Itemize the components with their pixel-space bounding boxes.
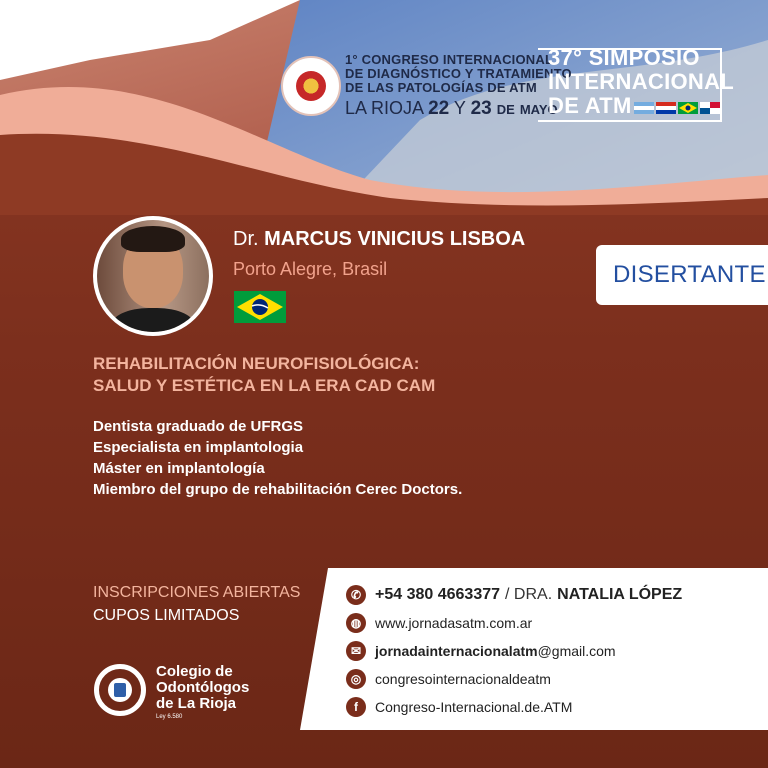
country-flags-icon	[634, 102, 720, 114]
instagram-handle[interactable]: congresointernacionaldeatm	[375, 671, 551, 687]
speaker-city: Porto Alegre, Brasil	[233, 259, 388, 279]
colegio-logo-icon	[94, 664, 146, 716]
disertante-label: DISERTANTE	[613, 261, 766, 288]
globe-icon: ◍	[346, 613, 366, 633]
contact-email-row[interactable]	[346, 637, 682, 665]
facebook-page[interactable]: Congreso-Internacional.de.ATM	[375, 699, 573, 715]
bio-line: Dentista graduado de UFRGS	[93, 418, 304, 435]
topic-title: REHABILITACIÓN NEUROFISIOLÓGICA: SALUD Y ESTÉTICA EN LA ERA CAD CAM	[93, 354, 436, 395]
contact-instagram-row[interactable]	[346, 665, 682, 693]
registration-open: INSCRIPCIONES ABIERTAS	[93, 584, 301, 601]
speaker-photo	[97, 220, 209, 332]
email-user[interactable]: jornadainternacionalatm	[375, 643, 538, 659]
brazil-flag-icon	[234, 291, 286, 323]
congreso-line2: DE DIAGNÓSTICO Y TRATAMIENTO	[345, 66, 572, 81]
contact-name: NATALIA LÓPEZ	[557, 586, 683, 603]
congreso-logo-icon	[281, 56, 341, 116]
contact-phone-row[interactable]: ✆ +54 380 4663377 / DRA. NATALIA LÓPEZ	[346, 581, 682, 609]
instagram-icon: ◎	[346, 669, 366, 689]
contact-web-row[interactable]	[346, 609, 682, 637]
bio-line: Especialista en implantologia	[93, 439, 304, 456]
contact-list	[346, 581, 682, 721]
whatsapp-icon: ✆	[346, 585, 366, 605]
simposio-title: 37° SIMPOSIO INTERNACIONAL DE ATM	[548, 45, 735, 118]
contact-phone[interactable]: +54 380 4663377	[375, 586, 501, 603]
congreso-date: LA RIOJA 22 Y 23 DE MAYO	[345, 98, 558, 119]
email-icon: ✉	[346, 641, 366, 661]
disertante-badge	[596, 245, 768, 305]
contact-facebook-row[interactable]	[346, 693, 682, 721]
congreso-line1: 1° CONGRESO INTERNACIONAL	[345, 52, 554, 67]
speaker-photo-frame	[93, 216, 213, 336]
bio-line: Máster en implantología	[93, 460, 265, 477]
registration-limited: CUPOS LIMITADOS	[93, 607, 240, 624]
congreso-line3: DE LAS PATOLOGÍAS DE ATM	[345, 80, 537, 95]
speaker-name: Dr. MARCUS VINICIUS LISBOA	[233, 228, 526, 250]
website-link[interactable]: www.jornadasatm.com.ar	[375, 615, 533, 631]
bio-line: Miembro del grupo de rehabilitación Cerec Doctors.	[93, 481, 463, 498]
speaker-bio	[93, 416, 462, 500]
email-domain[interactable]: @gmail.com	[537, 643, 616, 659]
colegio-name: Colegio de Odontólogos de La Rioja Ley 6.580	[156, 663, 250, 720]
facebook-icon: f	[346, 697, 366, 717]
